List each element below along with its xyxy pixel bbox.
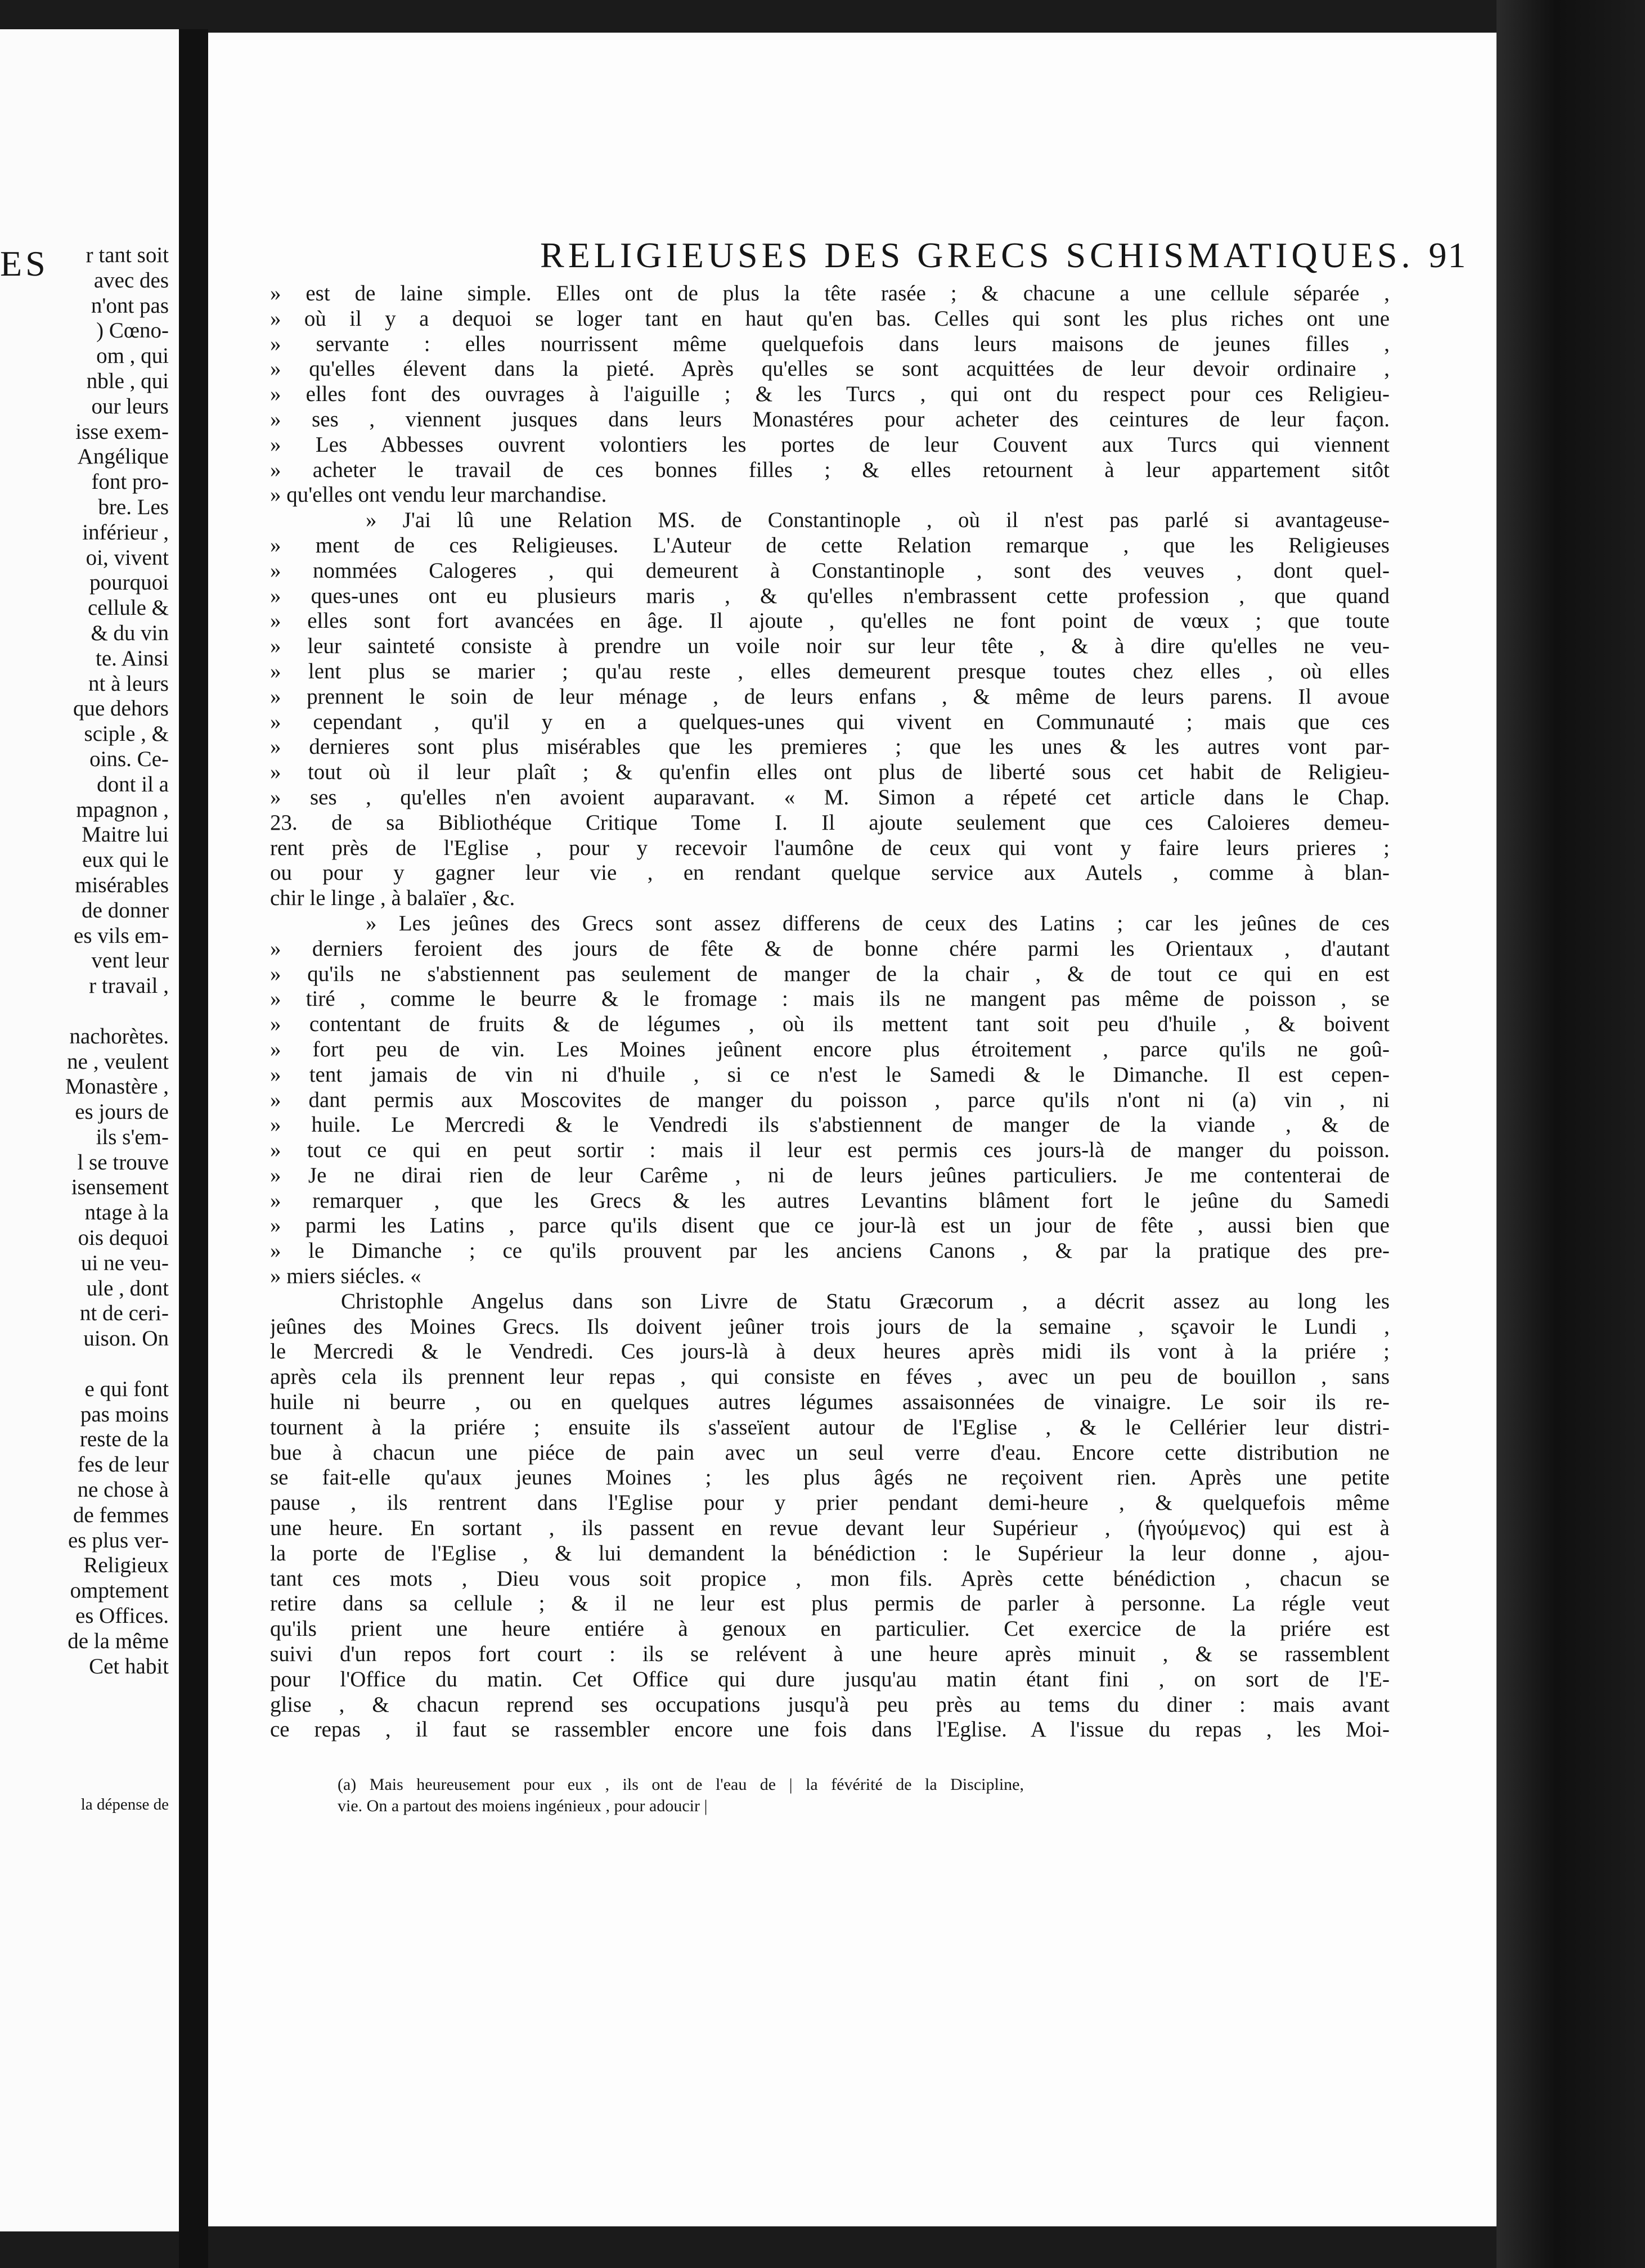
text-line: » Les jeûnes des Grecs sont assez differens de ceux des Latins ; car les jeûnes de ces [366, 911, 1390, 935]
facing-page-line: cellule & [87, 596, 169, 620]
text-line: ou pour y gagner leur vie , en rendant quelque service aux Autels , comme à blan- [270, 861, 1390, 885]
facing-page-left [0, 29, 186, 2231]
facing-page-line [0, 1352, 169, 1377]
text-line: ce repas , il faut se rassembler encore une fois dans l'Eglise. A l'issue du repas , les Moi- [270, 1717, 1390, 1742]
book-fore-edge [1496, 0, 1645, 2268]
text-line: » remarquer , que les Grecs & les autres Levantins blâment fort le jeûne du Samedi [270, 1188, 1390, 1213]
text-line: pause , ils rentrent dans l'Eglise pour y prier pendant demi-heure , & quelquefois même [270, 1491, 1390, 1515]
text-line: jeûnes des Moines Grecs. Ils doivent jeûner trois jours de la semaine , sçavoir le Lundi , [270, 1314, 1390, 1339]
facing-page-line: sciple , & [84, 722, 169, 746]
text-line: la porte de l'Eglise , & lui demandent la bénédiction : le Supérieur la leur donne , ajou- [270, 1541, 1390, 1565]
facing-page-line: mpagnon , [76, 797, 169, 822]
text-line: suivi d'un repos fort court : ils se relévent à une heure après minuit , & se rassemblent [270, 1642, 1390, 1667]
text-line: » tout où il leur plaît ; & qu'enfin elles ont plus de liberté sous cet habit de Religieu- [270, 760, 1390, 785]
facing-page-line: que dehors [73, 696, 169, 721]
facing-page-line: Monastère , [65, 1074, 169, 1099]
text-line: » fort peu de vin. Les Moines jeûnent encore plus étroitement , parce qu'ils ne goû- [270, 1037, 1390, 1061]
text-line: » où il y a dequoi se loger tant en haut qu'en bas. Celles qui sont les plus riches ont une [270, 306, 1390, 331]
facing-page-line: uison. On [83, 1326, 169, 1351]
facing-page-line: es plus ver- [68, 1528, 169, 1552]
facing-page-line [0, 999, 169, 1024]
text-line: » ques-unes ont eu plusieurs maris , & qu'elles n'embrassent cette profession , que quand [270, 583, 1390, 608]
facing-page-line: & du vin [91, 620, 169, 645]
facing-page-line: nt de ceri- [79, 1301, 169, 1326]
text-line: » qu'elles ont vendu leur marchandise. [270, 483, 607, 507]
facing-page-line: ntage à la [84, 1200, 169, 1225]
text-line: » le Dimanche ; ce qu'ils prouvent par les anciens Canons , & par la pratique des pre- [270, 1239, 1390, 1263]
text-line: bue à chacun une piéce de pain avec un seul verre d'eau. Encore cette distribution ne [270, 1440, 1390, 1465]
text-line: » parmi les Latins , parce qu'ils disent que ce jour-là est un jour de fête , aussi bien que [270, 1213, 1390, 1238]
text-line: » elles sont fort avancées en âge. Il ajoute , qu'elles ne font point de vœux ; que toute [270, 609, 1390, 633]
facing-page-line: ils s'em- [96, 1124, 169, 1149]
text-line: pour l'Office du matin. Cet Office qui dure jusqu'au matin étant fini , on sort de l'E- [270, 1667, 1390, 1691]
book-page [208, 33, 1496, 2226]
facing-page-line: our leurs [91, 394, 169, 418]
text-line: » servante : elles nourrissent même quelquefois dans leurs maisons de jeunes filles , [270, 331, 1390, 356]
facing-page-line: ne chose à [77, 1478, 169, 1502]
facing-page-line: ) Cœno- [96, 318, 169, 343]
text-line: qu'ils prient une heure entiére à genoux en particulier. Cet exercice de la priére est [270, 1617, 1390, 1641]
text-line: » tiré , comme le beurre & le fromage : mais ils ne mangent pas même de poisson , se [270, 987, 1390, 1011]
text-line: huile ni beurre , ou en quelques autres légumes assaisonnées de vinaigre. Le soir ils re- [270, 1390, 1390, 1415]
facing-page-line: te. Ainsi [95, 646, 169, 670]
footnote-line: vie. On a partout des moiens ingénieux , pour adoucir | [338, 1797, 708, 1816]
text-line: » nommées Calogeres , qui demeurent à Constantinople , sont des veuves , dont quel- [270, 558, 1390, 583]
text-line: » dant permis aux Moscovites de manger du poisson , parce qu'ils n'ont ni (a) vin , ni [270, 1087, 1390, 1112]
text-line: » J'ai lû une Relation MS. de Constantinople , où il n'est pas parlé si avantageuse- [366, 508, 1390, 533]
text-line: une heure. En sortant , ils passent en revue devant leur Supérieur , (ἡγούμενος) qui est à [270, 1516, 1390, 1541]
text-line: » huile. Le Mercredi & le Vendredi ils s'abstiennent de manger de la viande , & de [270, 1113, 1390, 1137]
facing-page-line: nt à leurs [88, 671, 169, 696]
facing-page-line: e qui font [84, 1376, 169, 1401]
body-text [270, 281, 1390, 1743]
text-line: 23. de sa Bibliothéque Critique Tome I. Il ajoute seulement que ces Caloieres demeu- [270, 810, 1390, 835]
facing-page-line: pas moins [80, 1402, 169, 1426]
footnote-line: (a) Mais heureusement pour eux , ils ont de l'eau de | la févérité de la Discipline, [338, 1775, 1024, 1794]
facing-page-line: l se trouve [77, 1150, 169, 1174]
text-line: » leur sainteté consiste à prendre un voile noir sur leur tête , & à dire qu'elles ne veu- [270, 634, 1390, 659]
text-line: » ses , viennent jusques dans leurs Monastéres pour acheter des ceintures de leur façon. [270, 407, 1390, 431]
text-line: » ses , qu'elles n'en avoient auparavant. « M. Simon a répeté cet article dans le Chap. [270, 785, 1390, 809]
facing-page-footnote: la dépense de [80, 1796, 169, 1814]
text-line: » cependant , qu'il y en a quelques-unes qui vivent en Communauté ; mais que ces [270, 709, 1390, 734]
facing-page-line: ne , veulent [67, 1049, 169, 1074]
facing-page-line: font pro- [91, 470, 169, 494]
facing-page-line: de donner [82, 898, 169, 922]
text-line: » miers siécles. « [270, 1264, 421, 1289]
running-head-title: RELIGIEUSES DES GRECS SCHISMATIQUES. [540, 235, 1414, 275]
text-line: après cela ils prennent leur repas , qui consiste en féves , avec un peu de bouillon , sans [270, 1365, 1390, 1389]
facing-page-line: ois dequoi [78, 1226, 169, 1250]
text-line: » lent plus se marier ; qu'au reste , elles demeurent presque toutes chez elles , où elles [270, 659, 1390, 683]
text-line: » acheter le travail de ces bonnes filles ; & elles retournent à leur appartement sitôt [270, 457, 1390, 482]
page-text-block [270, 230, 1467, 1817]
facing-page-line: Religieux [83, 1553, 169, 1578]
facing-page-line: fes de leur [77, 1452, 169, 1477]
text-line: » derniers feroient des jours de fête & de bonne chére parmi les Orientaux , d'autant [270, 936, 1390, 961]
text-line: » est de laine simple. Elles ont de plus la tête rasée ; & chacune a une cellule séparée , [270, 281, 1390, 305]
text-line: » tent jamais de vin ni d'huile , si ce n'est le Samedi & le Dimanche. Il est cepen- [270, 1062, 1390, 1087]
text-line: glise , & chacun reprend ses occupations jusqu'à peu près au tems du diner : mais avant [270, 1692, 1390, 1717]
facing-page-line: nachorètes. [69, 1024, 169, 1048]
facing-page-line: bre. Les [98, 494, 169, 519]
text-line: » ment de ces Religieuses. L'Auteur de cette Relation remarque , que les Religieuses [270, 533, 1390, 557]
facing-page-header: ES [0, 244, 49, 284]
text-line: chir le linge , à balaïer , &c. [270, 886, 515, 911]
text-line: » prennent le soin de leur ménage , de leurs enfans , & même de leurs parens. Il avoue [270, 684, 1390, 709]
text-line: tournent à la priére ; ensuite ils s'asseïent autour de l'Eglise , & le Cellérier leur distri- [270, 1415, 1390, 1439]
facing-page-line: Cet habit [89, 1654, 169, 1678]
text-line: se fait-elle qu'aux jeunes Moines ; les plus âgés ne reçoivent rien. Après une petite [270, 1465, 1390, 1490]
facing-page-line: Angélique [77, 444, 169, 469]
facing-page-line: oi, vivent [86, 545, 169, 570]
text-line: le Mercredi & le Vendredi. Ces jours-là à deux heures après midi ils vont à la priére ; [270, 1339, 1390, 1364]
text-line: rent près de l'Eglise , pour y recevoir l'aumône de ceux qui vont y faire leurs prieres ; [270, 835, 1390, 860]
facing-page-line: nble , qui [86, 368, 169, 393]
facing-page-line: isse exem- [75, 419, 169, 444]
text-line: » dernieres sont plus misérables que les premieres ; que les unes & les autres vont par- [270, 735, 1390, 759]
facing-page-line: ule , dont [86, 1276, 169, 1300]
text-line: » contentant de fruits & de légumes , où ils mettent tant soit peu d'huile , & boivent [270, 1012, 1390, 1037]
text-line: » tout ce qui en peut sortir : mais il leur est permis ces jours-là de manger du poisson. [270, 1138, 1390, 1163]
facing-page-line: ui ne veu- [81, 1250, 169, 1275]
facing-page-line: de la même [68, 1628, 169, 1653]
facing-page-line: vent leur [91, 948, 169, 973]
text-line: » Les Abbesses ouvrent volontiers les portes de leur Couvent aux Turcs qui viennent [270, 432, 1390, 457]
facing-page-line: de femmes [73, 1502, 169, 1527]
facing-page-line: omptement [70, 1578, 169, 1603]
book-gutter [179, 29, 208, 2268]
facing-page-line: pourquoi [89, 570, 169, 595]
facing-page-line: eux qui le [82, 848, 169, 872]
facing-page-line: misérables [75, 872, 169, 897]
facing-page-line: r tant soit [86, 243, 169, 267]
facing-page-line: isensement [71, 1175, 169, 1200]
text-line: » elles font des ouvrages à l'aiguille ; & les Turcs , qui ont du respect pour ces Religieu- [270, 382, 1390, 407]
text-line: tant ces mots , Dieu vous soit propice , mon fils. Après cette bénédiction , chacun se [270, 1566, 1390, 1591]
running-head [540, 230, 1467, 281]
text-line: » qu'elles élevent dans la pieté. Après qu'elles se sont acquittées de leur devoir ordinaire , [270, 357, 1390, 381]
facing-page-line: r travail , [89, 974, 169, 998]
facing-page-line: reste de la [79, 1427, 169, 1452]
facing-page-line: om , qui [96, 344, 169, 368]
facing-page-line: es vils em- [74, 923, 169, 948]
page-number: 91 [1428, 235, 1467, 275]
facing-page-line: avec des [93, 268, 169, 292]
facing-page-line: inférieur , [82, 520, 169, 544]
facing-page-line: es jours de [75, 1100, 169, 1124]
facing-page-text [0, 243, 169, 1679]
facing-page-line: oins. Ce- [89, 746, 169, 771]
text-line: Christophle Angelus dans son Livre de Statu Græcorum , a décrit assez au long les [341, 1289, 1390, 1313]
facing-page-line: es Offices. [75, 1604, 169, 1628]
text-line: retire dans sa cellule ; & il ne leur est plus permis de parler à personne. La régle veut [270, 1591, 1390, 1616]
facing-page-line: n'ont pas [91, 293, 169, 318]
text-line: » qu'ils ne s'abstiennent pas seulement de manger de la chair , & de tout ce qui en est [270, 961, 1390, 986]
facing-page-line: dont il a [97, 772, 169, 796]
footnote [338, 1774, 1024, 1817]
text-line: » Je ne dirai rien de leur Carême , ni de leurs jeûnes particuliers. Je me contenterai de [270, 1163, 1390, 1187]
facing-page-line: Maitre lui [82, 822, 169, 847]
